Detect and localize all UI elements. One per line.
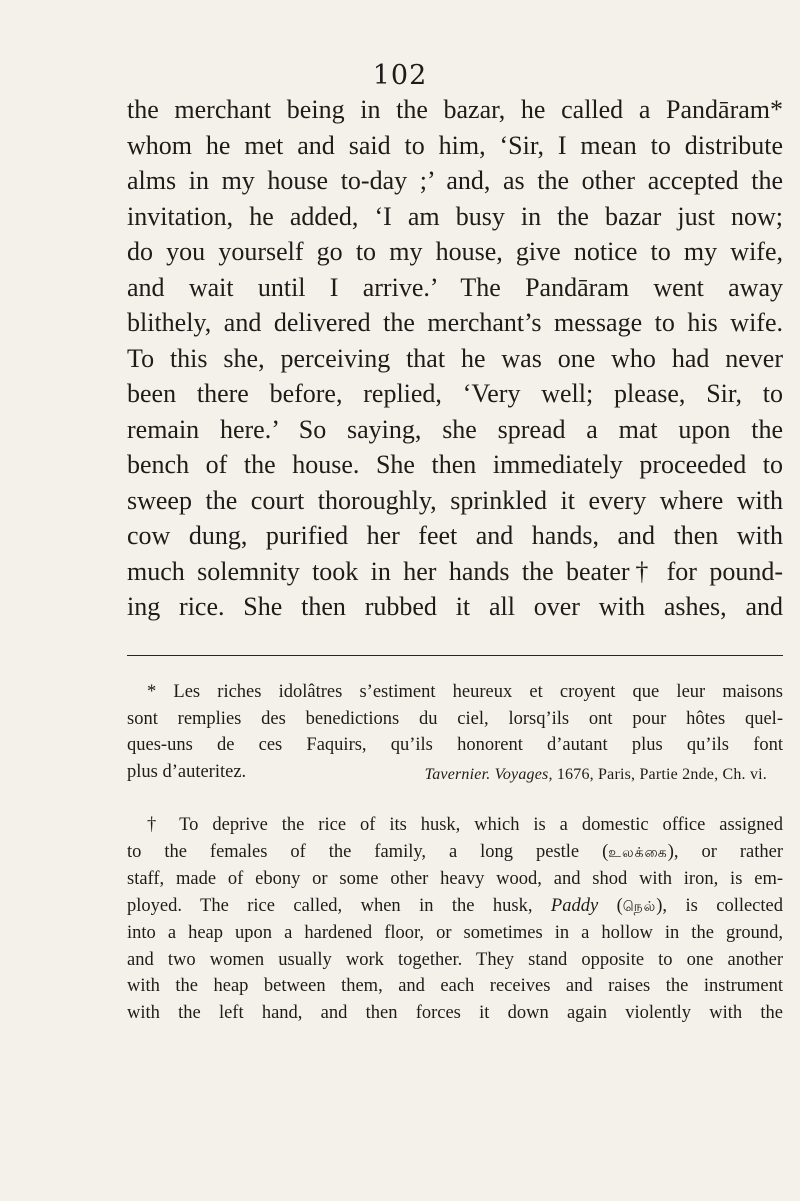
text-line: blithely, and delivered the merchant’s message to his wife. bbox=[127, 308, 783, 337]
footnote-line: plus d’auteritez. bbox=[127, 761, 247, 782]
footnote-text: ( bbox=[598, 895, 623, 916]
tamil-word-pestle: உலக்கை bbox=[608, 844, 668, 861]
text-line: much solemnity took in her hands the beater† for pound- bbox=[127, 556, 783, 586]
citation-author: Tavernier. bbox=[424, 766, 491, 783]
citation-work: Voyages, bbox=[494, 766, 553, 783]
text-line: cow dung, purified her feet and hands, and then with bbox=[127, 521, 783, 550]
text-line: alms in my house to-day ;’ and, as the other accepted the bbox=[127, 166, 783, 195]
text-line: ing rice. She then rubbed it all over with ashes, and bbox=[127, 592, 783, 621]
footnote-text: ), or rather bbox=[667, 841, 783, 862]
italic-term-paddy: Paddy bbox=[550, 895, 599, 916]
footnote-line: ques-uns de ces Faquirs, qu’ils honorent d’autant plus qu’ils font bbox=[127, 735, 783, 755]
tamil-word-paddy: நெல் bbox=[622, 898, 657, 915]
text-line: To this she, perceiving that he was one who had never bbox=[127, 343, 783, 373]
text-line: invitation, he added, ‘I am busy in the bazar just now; bbox=[127, 201, 783, 231]
text-line: the merchant being in the bazar, he called a Pandāram* bbox=[127, 95, 783, 124]
footnote-text: ), is collected bbox=[656, 895, 783, 916]
footnote-line: † To deprive the rice of its husk, which is a domestic office assigned bbox=[147, 815, 783, 835]
footnote-divider bbox=[127, 655, 783, 656]
footnote-text: to the females of the family, a long pestle ( bbox=[127, 841, 609, 862]
text-line: remain here.’ So saying, she spread a mat upon the bbox=[127, 414, 783, 444]
footnote-text: ployed. The rice called, when in the husk, bbox=[127, 895, 551, 916]
page-number: 102 bbox=[372, 60, 428, 91]
citation-details: 1676, Paris, Partie 2nde, Ch. vi. bbox=[556, 766, 767, 783]
text-line: been there before, replied, ‘Very well; please, Sir, to bbox=[127, 379, 783, 408]
text-line: sweep the court thoroughly, sprinkled it every where with bbox=[127, 485, 783, 515]
footnote-line: staff, made of ebony or some other heavy wood, and shod with iron, is em- bbox=[127, 869, 783, 889]
footnote-line: * Les riches idolâtres s’estiment heureux et croyent que leur maisons bbox=[147, 682, 783, 702]
footnote-line: with the left hand, and then forces it down again violently with the bbox=[127, 1002, 783, 1023]
main-text bbox=[127, 92, 783, 625]
footnote-line: with the heap between them, and each receives and raises the instrument bbox=[127, 976, 783, 996]
text-line: bench of the house. She then immediately proceeded to bbox=[127, 450, 783, 479]
footnote-line: sont remplies des benedictions du ciel, lorsq’ils ont pour hôtes quel- bbox=[127, 708, 783, 729]
text-line: whom he met and said to him, ‘Sir, I mean to distribute bbox=[127, 130, 783, 160]
text-line: and wait until I arrive.’ The Pandāram went away bbox=[127, 272, 783, 302]
footnote-citation bbox=[127, 766, 767, 784]
footnote-line bbox=[127, 893, 783, 921]
footnote-pestle bbox=[127, 812, 783, 1026]
footnote-line: and two women usually work together. They stand opposite to one another bbox=[127, 949, 783, 970]
footnote-line bbox=[127, 839, 783, 867]
text-line: do you yourself go to my house, give notice to my wife, bbox=[127, 237, 783, 266]
footnote-line: into a heap upon a hardened floor, or sometimes in a hollow in the ground, bbox=[127, 923, 783, 943]
